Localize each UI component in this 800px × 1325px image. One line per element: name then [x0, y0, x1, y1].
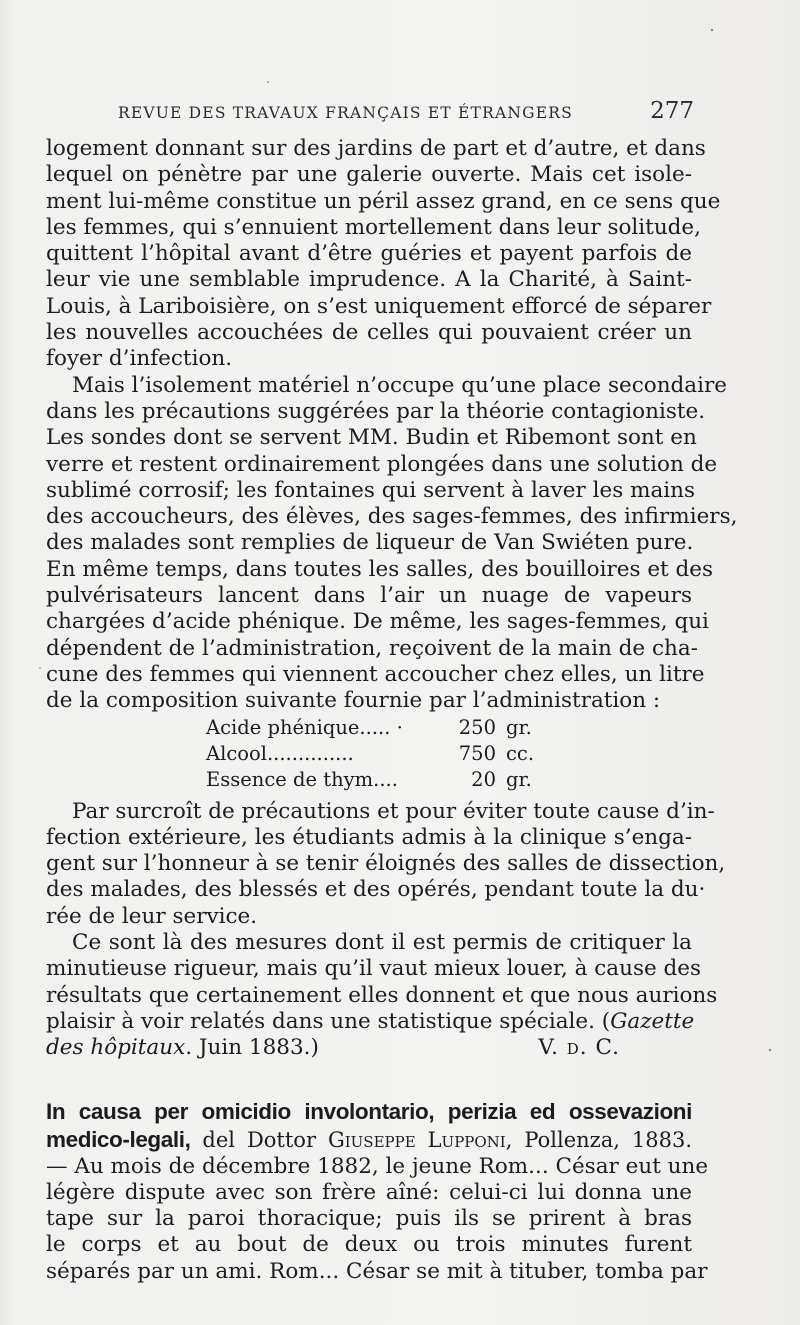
- text-line: légère dispute avec son frère aîné: celui-ci lui donna une: [46, 1179, 692, 1205]
- paragraph-4: [46, 930, 718, 1061]
- citation-date: . Juin 1883.): [185, 1035, 319, 1061]
- formula-row: [206, 767, 566, 793]
- signature: V. d. C.: [538, 1035, 620, 1061]
- text-line: pulvérisateurs lancent dans l’air un nuage de vapeurs: [46, 583, 692, 609]
- author-name: Giuseppe Lupponi: [327, 1127, 506, 1152]
- text-line: dans les précautions suggérées par la théorie contagioniste.: [46, 398, 706, 424]
- formula-ingredient: Essence de thym....: [206, 767, 398, 791]
- text-line: [46, 1008, 695, 1035]
- article-title: [46, 1098, 692, 1154]
- text-line: rée de leur service.: [46, 903, 258, 929]
- formula-unit: gr.: [506, 767, 532, 791]
- text-line: fection extérieure, les étudiants admis à la clinique s’enga-: [46, 824, 692, 850]
- text-line: des malades sont remplies de liqueur de Van Swiéten pure.: [46, 530, 694, 556]
- text-line: minutieuse rigueur, mais qu’il vaut mieux louer, à cause des: [46, 956, 702, 982]
- text-line: Mais l’isolement matériel n’occupe qu’une place secondaire: [72, 372, 728, 398]
- formula-row: [206, 741, 566, 767]
- text-line: tape sur la paroi thoracique; puis ils se prirent à bras: [46, 1206, 692, 1232]
- text-line: des accoucheurs, des élèves, des sages-femmes, des infirmiers,: [46, 504, 738, 530]
- paragraph-1: [46, 136, 721, 373]
- text-line: chargées d’acide phénique. De même, les sages-femmes, qui: [46, 609, 709, 635]
- formula-quantity: 20: [471, 767, 496, 791]
- body-text: [46, 136, 738, 1285]
- article-title-line: In causa per omicidio involontario, perizia ed ossevazioni: [46, 1098, 692, 1124]
- formula-table: [206, 715, 566, 793]
- journal-name-italic: des hôpitaux: [46, 1035, 186, 1061]
- text-line: quittent l’hôpital avant d’être guéries et payent parfois de: [46, 241, 692, 267]
- text-line: résultats que certainement elles donnent et que nous aurions: [46, 982, 718, 1008]
- text-line: sublimé corrosif; les fontaines qui servent à laver les mains: [46, 477, 696, 503]
- text-line: Par surcroît de précautions et pour éviter toute cause d’in-: [72, 798, 715, 824]
- text-line: logement donnant sur des jardins de part et d’autre, et dans: [46, 136, 706, 161]
- article-title-line: [46, 1126, 692, 1154]
- text-line-part: plaisir à voir relatés dans une statistique spéciale. (: [46, 1008, 611, 1034]
- paragraph-3: [46, 798, 726, 930]
- text-line: Les sondes dont se servent MM. Budin et Ribemont sont en: [46, 425, 697, 451]
- paragraph-5: [46, 1153, 709, 1285]
- formula-ingredient: Acide phénique..... ·: [206, 715, 403, 739]
- text-line: lequel on pénètre par une galerie ouverte. Mais cet isole-: [46, 162, 692, 188]
- formula-quantity: 750: [458, 741, 496, 765]
- text-line: Louis, à Lariboisière, on s’est uniquement efforcé de séparer: [46, 293, 712, 319]
- text-line: En même temps, dans toutes les salles, des bouilloires et des: [46, 556, 714, 582]
- article-title-part: medico-legali,: [46, 1126, 191, 1152]
- text-line: de la composition suivante fournie par l’administration :: [46, 688, 661, 714]
- formula-unit: cc.: [506, 741, 535, 765]
- text-line: dépendent de l’administration, reçoivent de la main de cha-: [46, 635, 698, 661]
- text-line: foyer d’infection.: [46, 346, 233, 372]
- formula-quantity: 250: [458, 715, 496, 739]
- place-year: , Pollenza, 1883.: [505, 1127, 693, 1152]
- text-line: les nouvelles accouchées de celles qui pouvaient créer un: [46, 320, 692, 346]
- text-line: [46, 1035, 692, 1061]
- text-line: — Au mois de décembre 1882, le jeune Rom... César eut une: [46, 1153, 709, 1179]
- page-number: 277: [650, 98, 694, 124]
- formula-row: [206, 715, 566, 741]
- text-line: cune des femmes qui viennent accoucher chez elles, un litre: [46, 661, 705, 687]
- text-line: Ce sont là des mesures dont il est permis de critiquer la: [72, 930, 692, 956]
- text-line: les femmes, qui s’ennuient mortellement dans leur solitude,: [46, 214, 701, 240]
- text-line: ment lui-même constitue un péril assez grand, en ce sens que: [46, 188, 721, 214]
- article-byline: [190, 1128, 692, 1152]
- text-line: séparés par un ami. Rom... César se mit à tituber, tomba par: [46, 1258, 708, 1284]
- text-line: verre et restent ordinairement plongées dans une solution de: [46, 451, 718, 477]
- text-line: le corps et au bout de deux ou trois minutes furent: [46, 1232, 692, 1258]
- text-line: des malades, des blessés et des opérés, pendant toute la du·: [46, 877, 706, 903]
- byline-prefix: del Dottor: [190, 1127, 328, 1152]
- text-line: gent sur l’honneur à se tenir éloignés des salles de dissection,: [46, 851, 726, 877]
- page-header: [118, 98, 698, 128]
- paragraph-2: [46, 372, 738, 715]
- running-head: REVUE DES TRAVAUX FRANÇAIS ET ÉTRANGERS: [118, 104, 573, 122]
- text-line: leur vie une semblable imprudence. A la Charité, à Saint-: [46, 267, 692, 293]
- journal-name-italic: Gazette: [610, 1008, 695, 1034]
- formula-unit: gr.: [506, 715, 532, 739]
- formula-ingredient: Alcool..............: [206, 741, 354, 765]
